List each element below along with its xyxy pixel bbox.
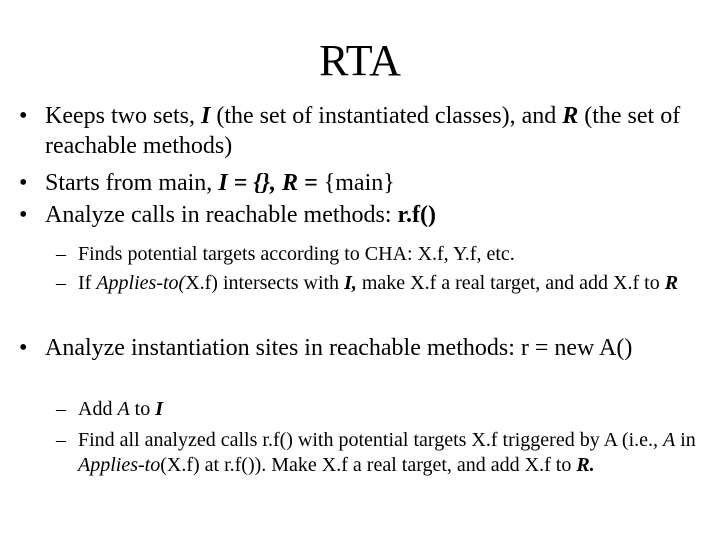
dash-marker: – xyxy=(56,429,66,451)
call-expression: r.f() xyxy=(397,202,436,228)
bullet-analyze-calls: • Analyze calls in reachable methods: r.f() xyxy=(19,202,436,228)
sub-bullet-find-analyzed-calls: – Find all analyzed calls r.f() with potential targets X.f triggered by A (i.e., A in Applies-to(X.f) at r.f()). Make X.f a real target, and add X.f to R. xyxy=(56,429,696,476)
sub-bullet-finds-targets: – Finds potential targets according to CHA: X.f, Y.f, etc. xyxy=(56,243,515,265)
bullet-starts-from-main: • Starts from main, I = {}, R = {main} xyxy=(19,170,395,196)
bullet-marker: • xyxy=(19,103,28,129)
bullet-marker: • xyxy=(19,170,28,196)
bullet-marker: • xyxy=(19,335,28,361)
slide-title: RTA xyxy=(319,36,401,85)
dash-marker: – xyxy=(56,243,66,265)
bullet-analyze-instantiation: • Analyze instantiation sites in reachable methods: r = new A() xyxy=(19,335,633,361)
set-r-label: R xyxy=(562,103,579,129)
dash-marker: – xyxy=(56,272,66,294)
set-i-label: I xyxy=(200,103,211,129)
dash-marker: – xyxy=(56,398,66,420)
sub-bullet-applies-to: – If Applies-to(X.f) intersects with I, make X.f a real target, and add X.f to R xyxy=(56,272,679,294)
sub-bullet-add-a: – Add A to I xyxy=(56,398,164,420)
bullet-marker: • xyxy=(19,202,28,228)
bullet-keeps-two-sets: • Keeps two sets, I (the set of instantiated classes), and R (the set of reachable methods) xyxy=(19,103,681,159)
